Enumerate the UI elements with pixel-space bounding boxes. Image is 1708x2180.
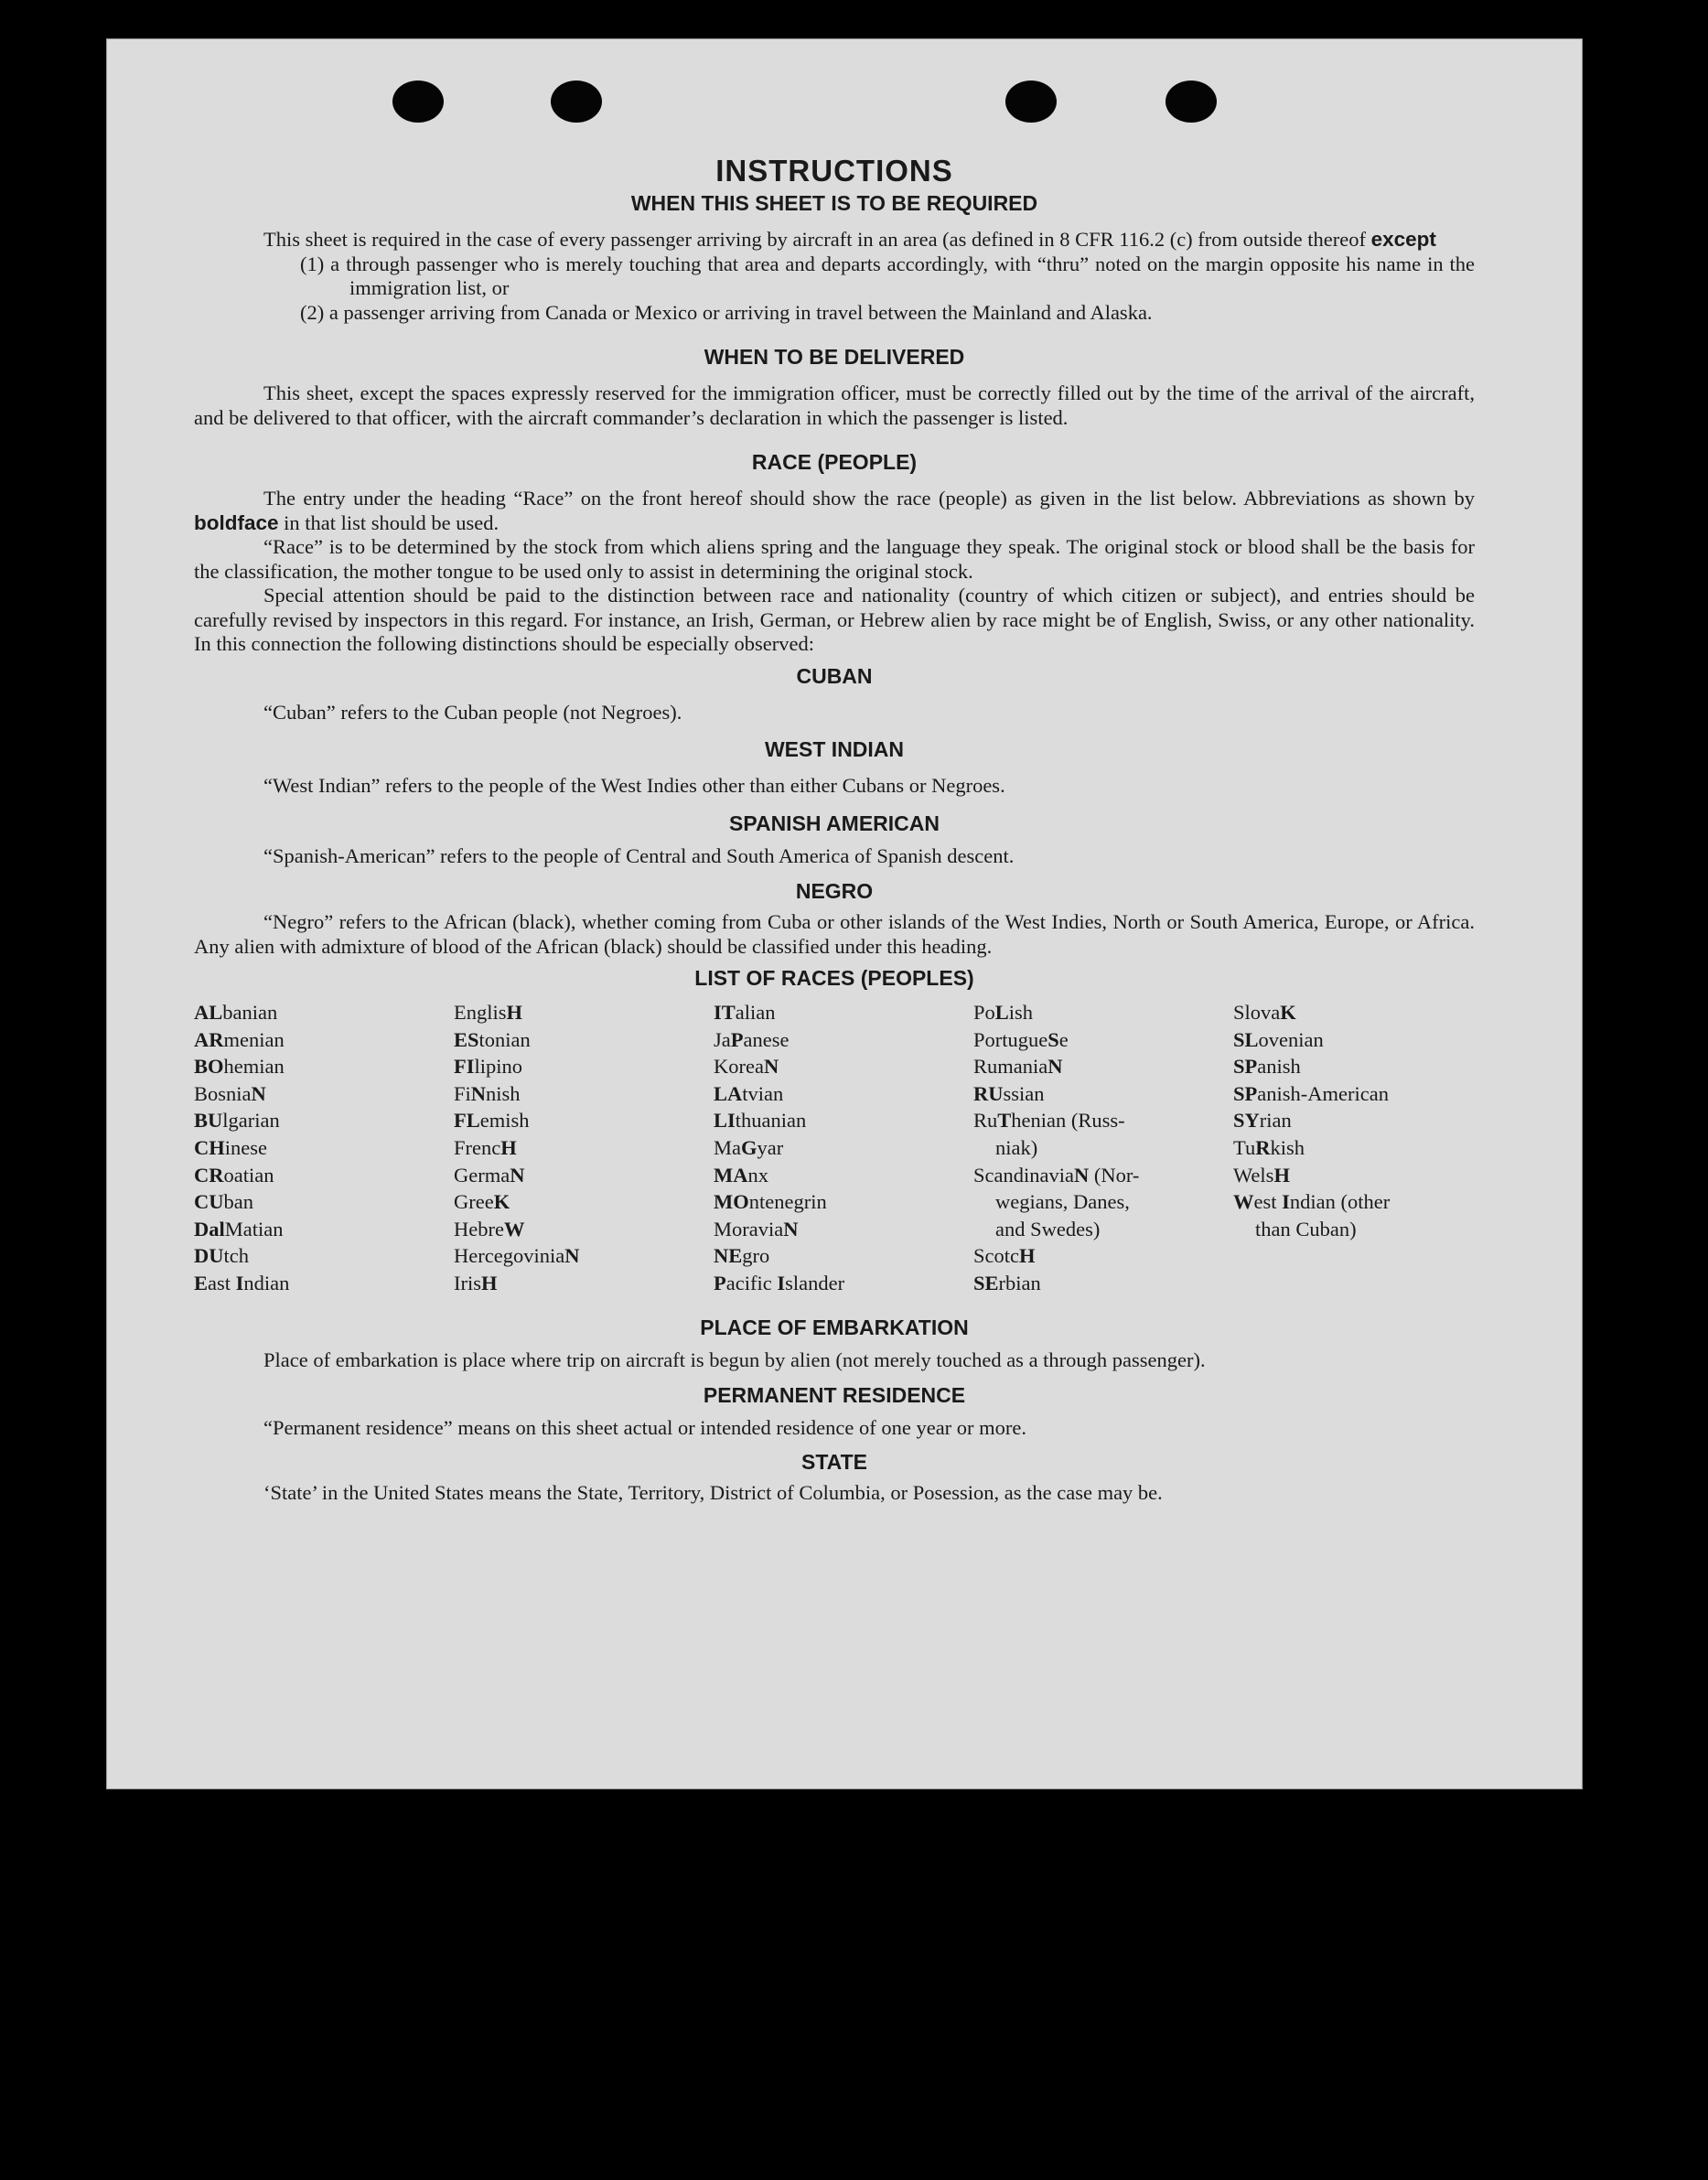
race-entry bbox=[454, 1107, 714, 1134]
races-column-3 bbox=[714, 999, 973, 1297]
race-entry bbox=[973, 1107, 1233, 1134]
heading-cuban: CUBAN bbox=[796, 663, 873, 688]
race-text: anish-American bbox=[1257, 1081, 1389, 1105]
race-text: Iris bbox=[454, 1271, 481, 1294]
cuban-text: “Cuban” refers to the Cuban people (not Negroes). bbox=[263, 700, 682, 724]
race-text: tch bbox=[223, 1244, 249, 1268]
punch-hole bbox=[1166, 81, 1217, 123]
race-text: nish bbox=[486, 1081, 521, 1105]
race-abbrev: SY bbox=[1233, 1109, 1260, 1133]
race-abbrev: H bbox=[500, 1135, 517, 1159]
race-abbrev: N bbox=[251, 1081, 266, 1105]
race-abbrev: Dal bbox=[194, 1217, 225, 1240]
race-text: banian bbox=[222, 1001, 278, 1024]
race-text: Germa bbox=[454, 1163, 510, 1187]
heading-race: RACE (PEOPLE) bbox=[751, 450, 918, 474]
race-text: niak) bbox=[995, 1135, 1038, 1159]
race-text: Hercegovinia bbox=[454, 1244, 565, 1268]
race-text: ndian bbox=[243, 1271, 290, 1294]
race-abbrev: CU bbox=[194, 1190, 224, 1214]
race-abbrev: I bbox=[1282, 1190, 1290, 1214]
race-entry bbox=[194, 1216, 454, 1243]
race-text: Frenc bbox=[454, 1135, 501, 1159]
race-entry bbox=[714, 1188, 973, 1216]
race-abbrev: LA bbox=[714, 1081, 743, 1105]
delivered-text: This sheet, except the spaces expressly reserved for the immigration officer, must be correctly filled out by the time of the arrival of the aircraft, and be delivered to that officer, with the aircraft commander’s declaration in which the passenger is listed. bbox=[194, 381, 1475, 429]
race-text: yar bbox=[757, 1135, 784, 1159]
race-entry bbox=[454, 1134, 714, 1162]
race-abbrev: MO bbox=[714, 1190, 749, 1214]
race-abbrev: DU bbox=[194, 1244, 224, 1268]
heading-west-indian: WEST INDIAN bbox=[764, 737, 905, 761]
race-text: and Swedes) bbox=[995, 1217, 1101, 1240]
race-abbrev: R bbox=[1255, 1135, 1271, 1159]
race-abbrev: ES bbox=[454, 1027, 479, 1051]
race-abbrev: W bbox=[1233, 1190, 1254, 1214]
instruction-sheet bbox=[106, 38, 1583, 1789]
race-text: Fi bbox=[454, 1081, 471, 1105]
race-text: Scotc bbox=[973, 1244, 1019, 1268]
race-entry bbox=[194, 1270, 454, 1297]
race-abbrev: H bbox=[1019, 1244, 1036, 1268]
race-text: ndian (other bbox=[1289, 1190, 1391, 1214]
race-abbrev: FL bbox=[454, 1109, 480, 1133]
race-abbrev: AR bbox=[194, 1027, 224, 1051]
race-text: Bosnia bbox=[194, 1081, 252, 1105]
race-abbrev: N bbox=[510, 1163, 525, 1187]
race-abbrev: N bbox=[1073, 1163, 1090, 1187]
race-text: menian bbox=[223, 1027, 285, 1051]
race-abbrev: SP bbox=[1233, 1081, 1258, 1105]
race-para-1 bbox=[194, 487, 1475, 535]
race-entry bbox=[1233, 999, 1475, 1026]
race-entry bbox=[1233, 1188, 1475, 1216]
races-column-5 bbox=[1233, 999, 1475, 1297]
race-entry bbox=[1233, 1053, 1475, 1080]
required-except: except bbox=[1370, 228, 1436, 251]
race-text: tonian bbox=[478, 1027, 531, 1051]
race-entry bbox=[714, 1134, 973, 1162]
race-entry bbox=[194, 1107, 454, 1134]
spanish-american-text: “Spanish-American” refers to the people of Central and South America of Spanish descent. bbox=[263, 843, 1015, 867]
race-text: e bbox=[1058, 1027, 1069, 1051]
race-text: Scandinavia bbox=[973, 1163, 1074, 1187]
race-abbrev: H bbox=[1273, 1163, 1290, 1187]
race-entry bbox=[973, 1242, 1233, 1270]
race-entry bbox=[194, 999, 454, 1026]
race-entry bbox=[194, 1026, 454, 1054]
race-entry bbox=[454, 1026, 714, 1054]
race-entry bbox=[454, 999, 714, 1026]
race-text: Moravia bbox=[714, 1217, 784, 1240]
race-text: Hebre bbox=[454, 1217, 504, 1240]
race-text: anese bbox=[743, 1027, 790, 1051]
race-abbrev: N bbox=[763, 1055, 779, 1079]
race-abbrev: H bbox=[506, 1001, 523, 1024]
race-abbrev: AL bbox=[194, 1001, 223, 1024]
race-text: Ru bbox=[973, 1109, 998, 1133]
race-text: lipino bbox=[474, 1055, 523, 1079]
heading-residence: PERMANENT RESIDENCE bbox=[703, 1383, 966, 1408]
race-text: Englis bbox=[454, 1001, 507, 1024]
race-entry bbox=[973, 1216, 1233, 1243]
race-text: Korea bbox=[714, 1055, 764, 1079]
race-abbrev: FI bbox=[454, 1055, 475, 1079]
race-text: anish bbox=[1257, 1055, 1301, 1079]
race-entry bbox=[454, 1162, 714, 1189]
race-abbrev: P bbox=[714, 1271, 726, 1294]
race-entry bbox=[714, 1242, 973, 1270]
race-abbrev: CR bbox=[194, 1163, 224, 1187]
race-entry bbox=[454, 1242, 714, 1270]
heading-delivered: WHEN TO BE DELIVERED bbox=[704, 345, 965, 369]
page-title: INSTRUCTIONS bbox=[715, 154, 953, 188]
race-entry bbox=[194, 1134, 454, 1162]
residence-text: “Permanent residence” means on this sheet actual or intended residence of one year or more. bbox=[263, 1416, 1027, 1440]
race-abbrev: N bbox=[470, 1081, 487, 1105]
race-text: inese bbox=[224, 1135, 267, 1159]
race-text: emish bbox=[479, 1109, 530, 1133]
race-entry bbox=[714, 1270, 973, 1297]
race-text: ntenegrin bbox=[748, 1190, 827, 1214]
document-body bbox=[194, 153, 1475, 1505]
race-abbrev: SL bbox=[1233, 1027, 1259, 1051]
race-para-1c: in that list should be used. bbox=[278, 510, 500, 534]
race-entry bbox=[973, 1270, 1233, 1297]
race-text: Po bbox=[973, 1001, 995, 1024]
race-abbrev: MA bbox=[714, 1163, 748, 1187]
heading-required: WHEN THIS SHEET IS TO BE REQUIRED bbox=[630, 191, 1038, 215]
race-abbrev: LI bbox=[714, 1109, 736, 1133]
race-entry bbox=[714, 999, 973, 1026]
required-intro bbox=[194, 228, 1475, 252]
race-entry bbox=[973, 1080, 1233, 1108]
races-column-1 bbox=[194, 999, 454, 1297]
race-text: slander bbox=[785, 1271, 845, 1294]
state-text: ‘State’ in the United States means the State, Territory, District of Columbia, or Posession, as the case may be. bbox=[263, 1480, 1163, 1504]
race-abbrev: E bbox=[194, 1271, 209, 1294]
race-abbrev: T bbox=[997, 1109, 1012, 1133]
race-abbrev: RU bbox=[973, 1081, 1004, 1105]
race-text: ssian bbox=[1003, 1081, 1045, 1105]
required-item-2: (2) a passenger arriving from Canada or Mexico or arriving in travel between the Mainland and Alaska. bbox=[300, 300, 1153, 324]
embarkation-text: Place of embarkation is place where trip on aircraft is begun by alien (not merely touched as a through passenger). bbox=[263, 1348, 1206, 1371]
race-text: kish bbox=[1270, 1135, 1305, 1159]
race-abbrev: H bbox=[481, 1271, 498, 1294]
race-text: Portugue bbox=[973, 1027, 1048, 1051]
race-text: Ja bbox=[714, 1027, 731, 1051]
races-column-4 bbox=[973, 999, 1233, 1297]
race-text: nx bbox=[747, 1163, 768, 1187]
race-abbrev: IT bbox=[714, 1001, 736, 1024]
race-entry bbox=[454, 1080, 714, 1108]
race-entry bbox=[1233, 1134, 1475, 1162]
race-abbrev: N bbox=[564, 1244, 580, 1268]
punch-hole bbox=[1005, 81, 1057, 123]
punch-hole bbox=[392, 81, 444, 123]
heading-negro: NEGRO bbox=[795, 879, 874, 903]
race-entry bbox=[454, 1053, 714, 1080]
race-abbrev: G bbox=[741, 1135, 757, 1159]
race-text: ban bbox=[223, 1190, 253, 1214]
race-entry bbox=[973, 1026, 1233, 1054]
race-boldface: boldface bbox=[194, 510, 279, 534]
race-text: lgarian bbox=[222, 1109, 280, 1133]
race-abbrev: K bbox=[1280, 1001, 1296, 1024]
race-abbrev: NE bbox=[714, 1244, 743, 1268]
race-abbrev: S bbox=[1047, 1027, 1059, 1051]
race-entry bbox=[714, 1216, 973, 1243]
race-abbrev: N bbox=[783, 1217, 799, 1240]
race-entry bbox=[1233, 1107, 1475, 1134]
race-entry bbox=[1233, 1080, 1475, 1108]
race-entry bbox=[454, 1216, 714, 1243]
race-text: Slova bbox=[1233, 1001, 1281, 1024]
race-entry bbox=[194, 1242, 454, 1270]
race-abbrev: BU bbox=[194, 1109, 223, 1133]
race-text: rbian bbox=[998, 1271, 1041, 1294]
race-text: rian bbox=[1259, 1109, 1292, 1133]
race-text: Gree bbox=[454, 1190, 494, 1214]
race-text: Wels bbox=[1233, 1163, 1274, 1187]
race-entry bbox=[194, 1053, 454, 1080]
race-entry bbox=[1233, 1162, 1475, 1189]
race-abbrev: P bbox=[730, 1027, 744, 1051]
race-abbrev: BO bbox=[194, 1055, 224, 1079]
race-text: ovenian bbox=[1258, 1027, 1324, 1051]
race-text: ish bbox=[1008, 1001, 1034, 1024]
heading-embarkation: PLACE OF EMBARKATION bbox=[700, 1315, 969, 1339]
race-entry bbox=[454, 1270, 714, 1297]
race-para-3: Special attention should be paid to the distinction between race and nationality (country of which citizen or subject), and entries should be carefully revised by inspectors in this regard. For instance, an Irish, German, or Hebrew alien by race might be of English, Swiss, or any other nationality. In this connection the following distinctions should be especially observed: bbox=[194, 584, 1475, 655]
race-entry bbox=[714, 1053, 973, 1080]
race-abbrev: K bbox=[493, 1190, 510, 1214]
races-column-2 bbox=[454, 999, 714, 1297]
race-text: than Cuban) bbox=[1255, 1217, 1357, 1240]
race-text: acific bbox=[725, 1271, 778, 1294]
race-text: Ma bbox=[714, 1135, 741, 1159]
race-entry bbox=[194, 1080, 454, 1108]
race-entry bbox=[194, 1162, 454, 1189]
race-entry bbox=[1233, 1026, 1475, 1054]
race-text: thuanian bbox=[735, 1109, 807, 1133]
race-text: Matian bbox=[224, 1217, 284, 1240]
negro-text: “Negro” refers to the African (black), whether coming from Cuba or other islands of the West Indies, North or South America, Europe, or Africa. Any alien with admixture of blood of the African (black) should be classified under this heading. bbox=[194, 910, 1475, 958]
race-abbrev: SP bbox=[1233, 1055, 1258, 1079]
race-entry bbox=[714, 1026, 973, 1054]
race-text: (Nor- bbox=[1089, 1163, 1140, 1187]
races-table bbox=[194, 999, 1475, 1297]
race-entry bbox=[973, 1053, 1233, 1080]
heading-state: STATE bbox=[801, 1449, 867, 1474]
race-entry bbox=[194, 1188, 454, 1216]
race-para-2: “Race” is to be determined by the stock from which aliens spring and the language they speak. The original stock or blood shall be the basis for the classification, the mother tongue to be used only to assist in determining the original stock. bbox=[194, 535, 1475, 583]
heading-spanish-american: SPANISH AMERICAN bbox=[728, 811, 940, 835]
race-entry bbox=[454, 1188, 714, 1216]
race-entry bbox=[973, 999, 1233, 1026]
race-text: gro bbox=[742, 1244, 770, 1268]
race-text: est bbox=[1253, 1190, 1283, 1214]
west-indian-text: “West Indian” refers to the people of the West Indies other than either Cubans or Negroes. bbox=[263, 774, 1005, 797]
required-intro-text: This sheet is required in the case of every passenger arriving by aircraft in an area (as defined in 8 CFR 116.2 (c) from outside thereof bbox=[263, 228, 1371, 251]
race-abbrev: W bbox=[503, 1217, 525, 1240]
race-abbrev: I bbox=[777, 1271, 786, 1294]
race-abbrev: N bbox=[1047, 1055, 1063, 1079]
heading-list-of-races: LIST OF RACES (PEOPLES) bbox=[694, 966, 974, 990]
race-entry bbox=[973, 1162, 1233, 1189]
race-entry bbox=[714, 1162, 973, 1189]
race-text: hemian bbox=[223, 1055, 285, 1079]
race-para-1a: The entry under the heading “Race” on the front hereof should show the race (people) as given in the list below. Abbreviations as shown by bbox=[263, 487, 1475, 510]
race-text: Tu bbox=[1233, 1135, 1256, 1159]
required-item-1: (1) a through passenger who is merely touching that area and departs accordingly, with “thru” noted on the margin opposite his name in the immigration list, or bbox=[300, 252, 1475, 299]
punch-hole bbox=[551, 81, 602, 123]
race-text: ast bbox=[208, 1271, 236, 1294]
race-entry bbox=[973, 1134, 1233, 1162]
race-abbrev: SE bbox=[973, 1271, 999, 1294]
race-abbrev: I bbox=[235, 1271, 244, 1294]
race-abbrev: L bbox=[994, 1001, 1009, 1024]
race-text: wegians, Danes, bbox=[995, 1190, 1130, 1214]
race-entry bbox=[714, 1107, 973, 1134]
race-entry bbox=[1233, 1216, 1475, 1243]
race-text: alian bbox=[735, 1001, 776, 1024]
race-text: tvian bbox=[742, 1081, 784, 1105]
race-entry bbox=[973, 1188, 1233, 1216]
race-entry bbox=[714, 1080, 973, 1108]
race-text: henian (Russ- bbox=[1011, 1109, 1125, 1133]
race-text: Rumania bbox=[973, 1055, 1048, 1079]
race-text: oatian bbox=[223, 1163, 274, 1187]
race-abbrev: CH bbox=[194, 1135, 225, 1159]
